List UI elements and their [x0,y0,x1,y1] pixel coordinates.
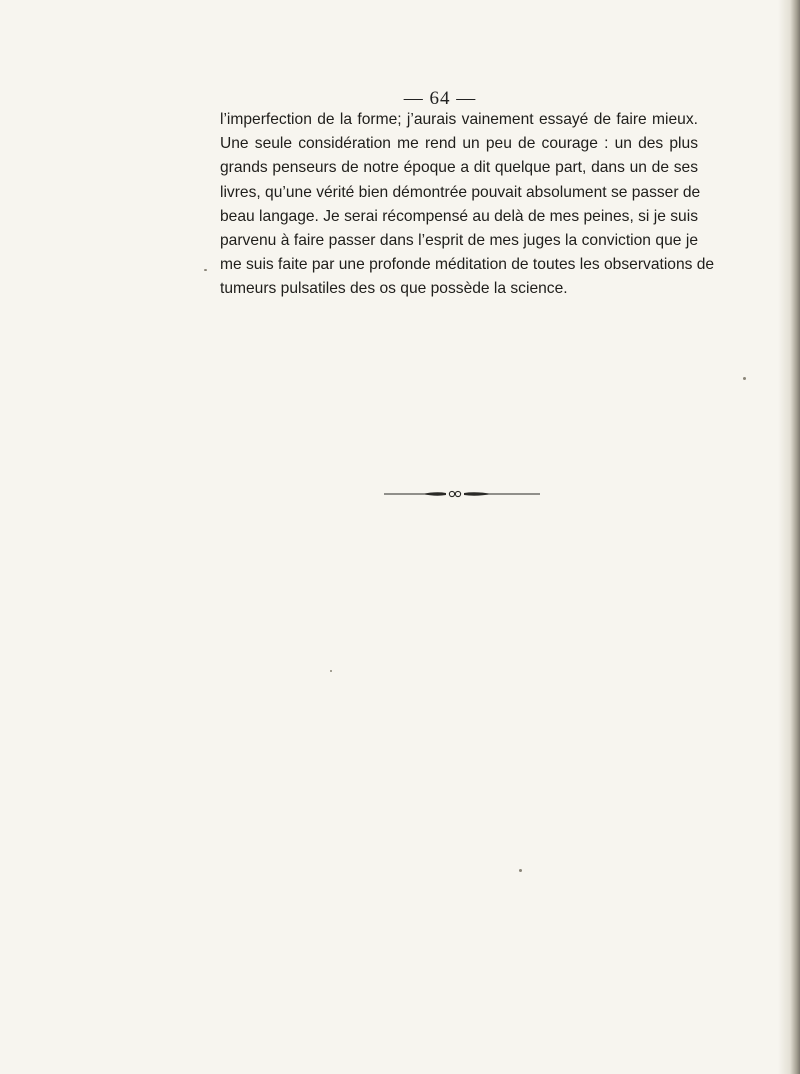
paper-speck [330,670,332,672]
text-line: livres, qu’une vérité bien démontrée pouvait absolument se passer de [220,183,701,201]
text-line: grands penseurs de notre époque a dit quelque part, dans un de ses [220,159,698,177]
text-line: Une seule considération me rend un peu de courage : un des plus [220,135,698,153]
paper-speck [743,377,746,380]
paper-speck [519,869,522,872]
text-line: l’imperfection de la forme; j’aurais vainement essayé de faire mieux. [220,111,698,128]
end-ornament [382,488,542,500]
text-line: tumeurs pulsatiles des os que possède la science. [220,280,568,298]
page-number: — 64 — [403,88,477,109]
body-paragraph [220,108,715,302]
text-line: beau langage. Je serai récompensé au delà de mes peines, si je suis [220,207,698,225]
paper-speck [204,269,207,271]
text-line: parvenu à faire passer dans l’esprit de mes juges la conviction que je [220,232,698,250]
page-binding-edge [778,0,800,1074]
text-line: me suis faite par une profonde méditation de toutes les observations de [220,256,715,274]
